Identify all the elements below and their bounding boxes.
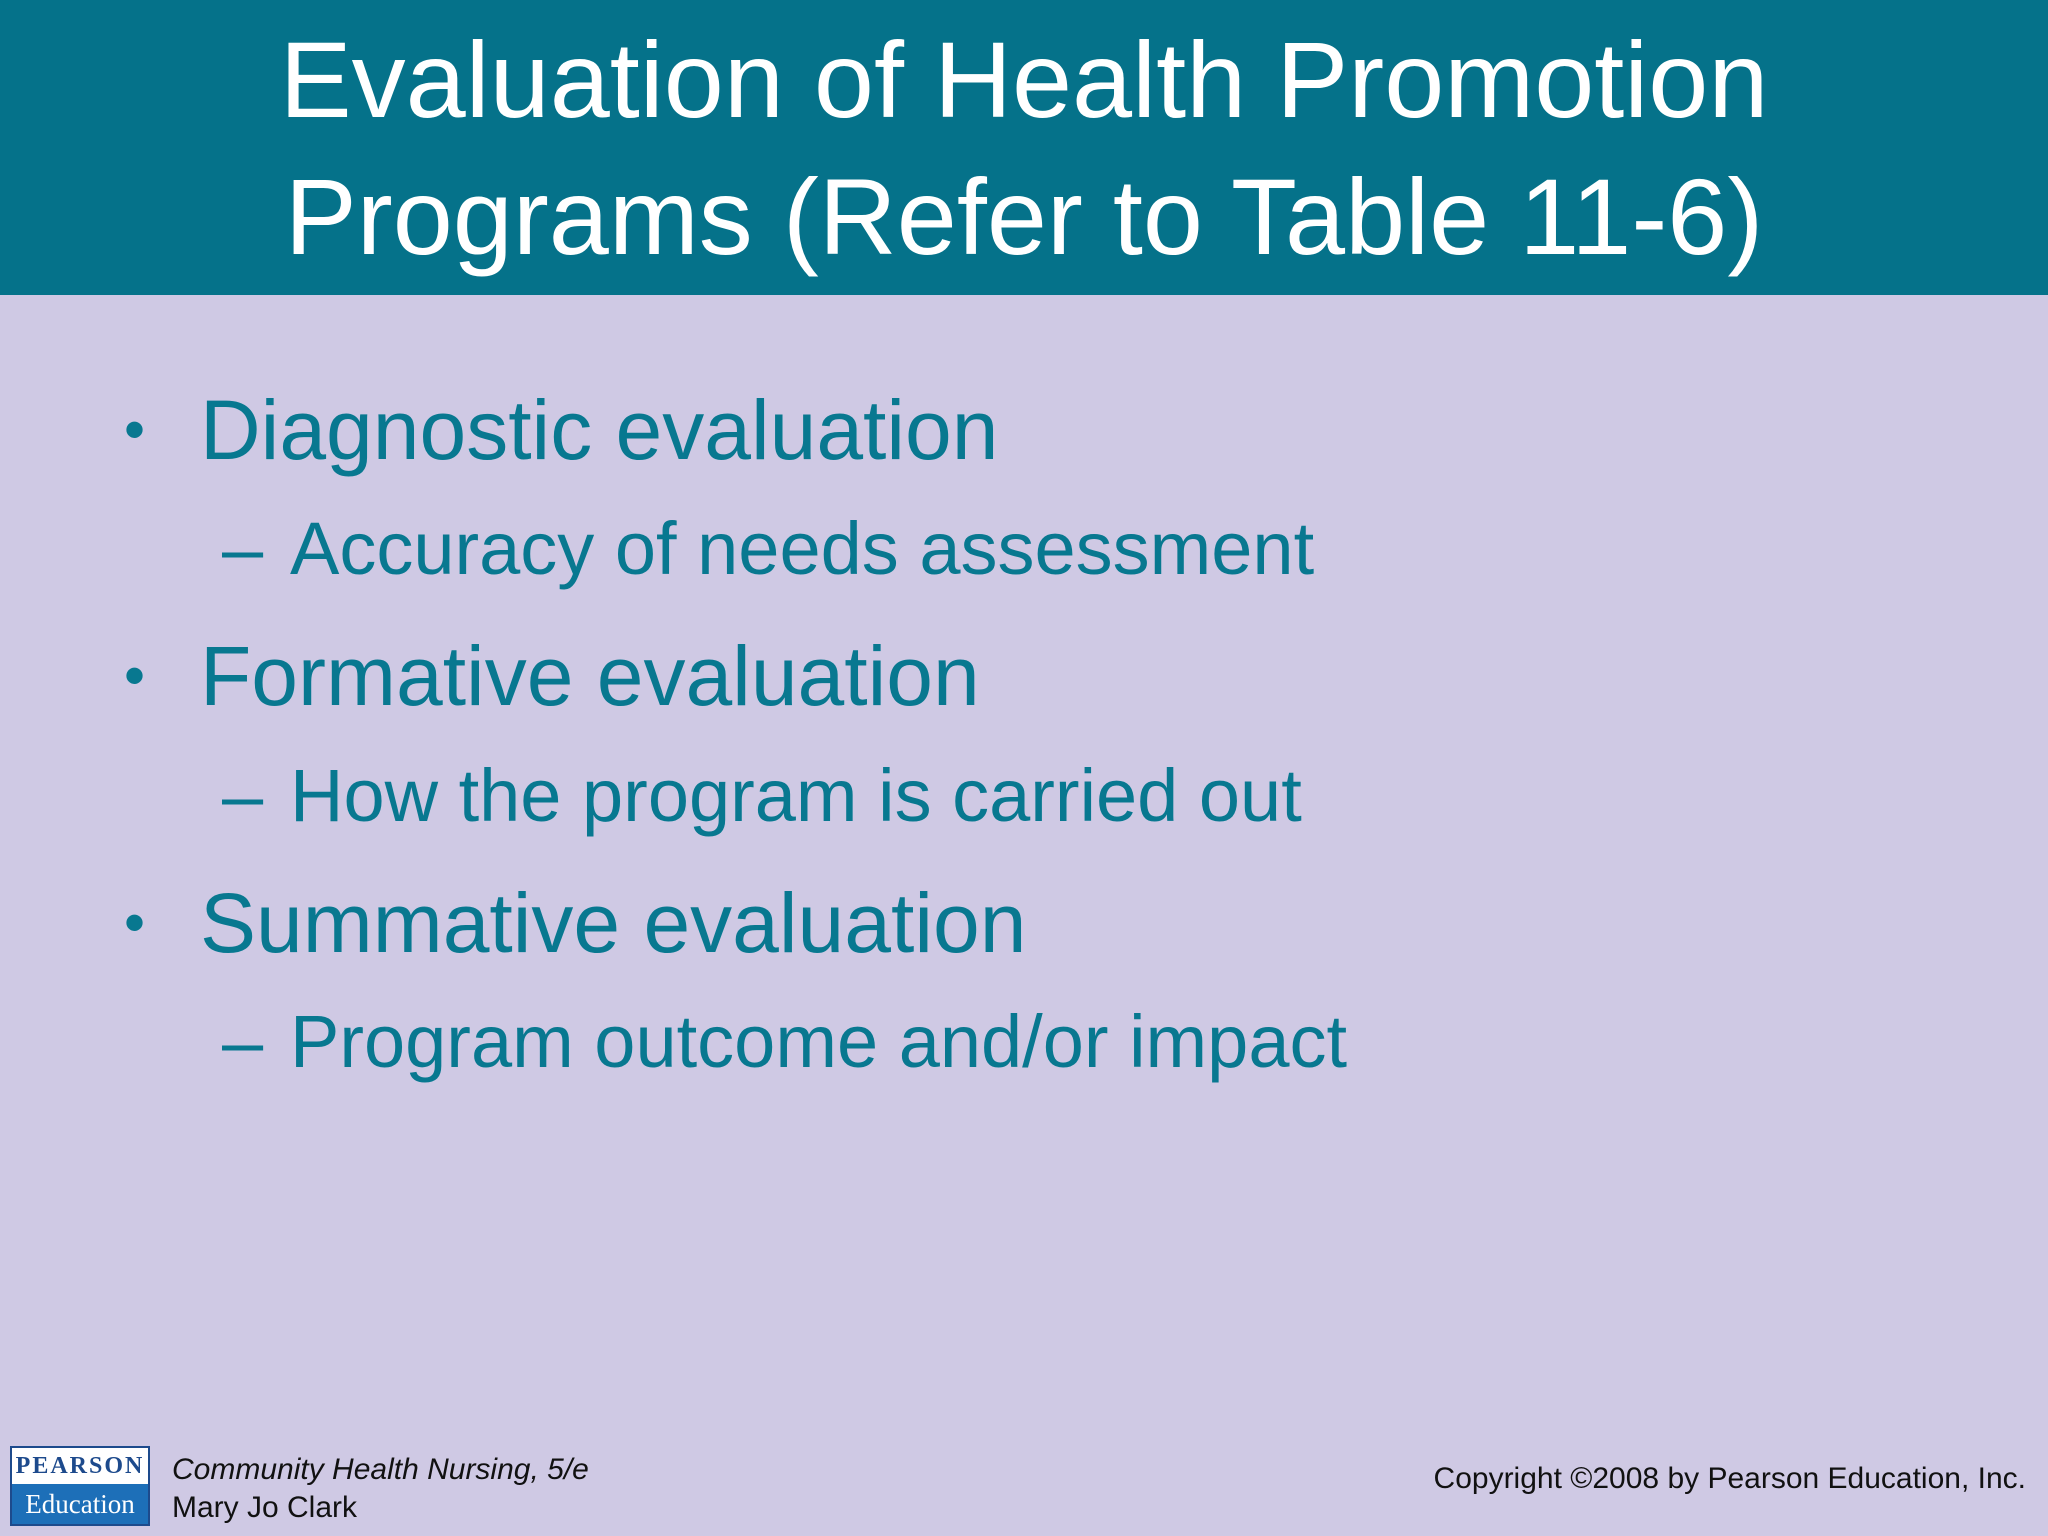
bullet-glyph: •	[124, 396, 146, 463]
bullet-text: Summative evaluation	[200, 876, 1027, 970]
bullet-glyph: •	[124, 889, 146, 956]
slide-title-line-2: Programs (Refer to Table 11-6)	[284, 155, 1764, 277]
bullet-text: Diagnostic evaluation	[200, 383, 999, 477]
sub-bullet-text: Program outcome and/or impact	[290, 1000, 1348, 1083]
slide-title	[74, 11, 1974, 285]
title-bar	[0, 0, 2048, 295]
bullet-glyph: •	[124, 642, 146, 709]
pearson-logo-bottom: Education	[12, 1484, 148, 1524]
pearson-logo-top: PEARSON	[12, 1448, 148, 1484]
pearson-logo	[10, 1446, 150, 1526]
sub-bullet-text: Accuracy of needs assessment	[290, 507, 1315, 590]
footer-author: Mary Jo Clark	[172, 1491, 358, 1524]
footer-book-title: Community Health Nursing, 5/e	[172, 1453, 589, 1486]
sub-bullet-glyph: –	[222, 754, 264, 837]
sub-bullet-glyph: –	[222, 507, 264, 590]
sub-bullet-text: How the program is carried out	[290, 754, 1302, 837]
slide-title-line-1: Evaluation of Health Promotion	[279, 18, 1769, 140]
sub-bullet-glyph: –	[222, 1000, 264, 1083]
footer-copyright: Copyright ©2008 by Pearson Education, Inc.	[1433, 1462, 2026, 1495]
bullet-text: Formative evaluation	[200, 629, 980, 723]
